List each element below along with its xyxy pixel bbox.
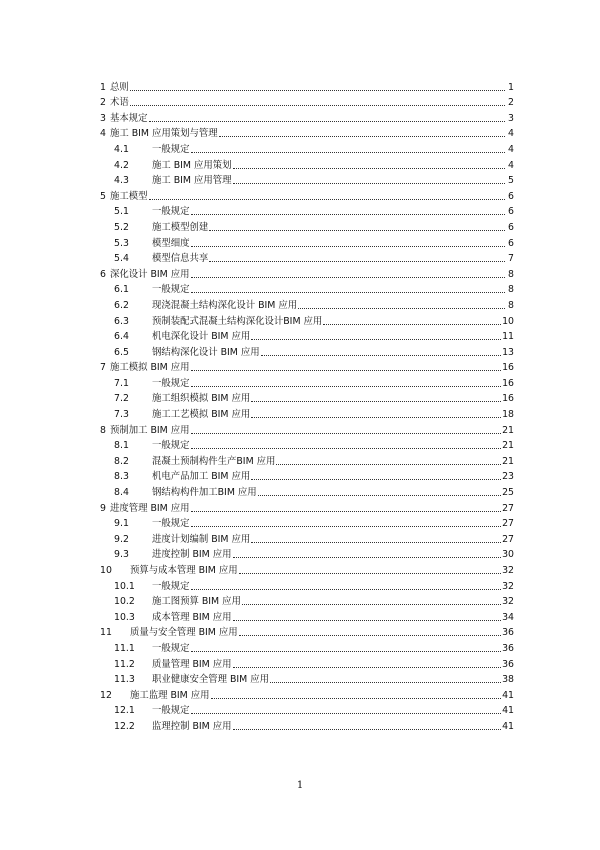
toc-entry-page: 8 [508, 268, 514, 280]
toc-leader-dots [191, 650, 502, 652]
toc-entry-title: 一般规定 [152, 642, 190, 654]
toc-entry-number: 6.4 [114, 331, 129, 343]
toc-entry-page: 34 [502, 611, 514, 623]
toc-entry-page: 4 [508, 159, 514, 171]
toc-entry-title: 基本规定 [110, 112, 148, 124]
toc-leader-dots [276, 463, 501, 465]
toc-subentry[interactable] [100, 467, 514, 483]
toc-entry-page: 41 [502, 720, 514, 732]
toc-leader-dots [270, 681, 501, 683]
toc-entry-page: 3 [508, 112, 514, 124]
toc-entry-number: 12 [100, 689, 112, 701]
toc-subentry[interactable] [100, 311, 514, 327]
toc-entry[interactable] [100, 93, 514, 109]
toc-entry-number: 5.3 [114, 237, 129, 249]
toc-entry-title: 一般规定 [152, 705, 190, 717]
toc-entry-page: 18 [502, 409, 514, 421]
toc-leader-dots [191, 369, 502, 371]
toc-entry-number: 8 [100, 424, 106, 436]
toc-entry-number: 2 [100, 97, 106, 109]
toc-leader-dots [191, 151, 505, 153]
toc-entry[interactable] [100, 124, 514, 140]
toc-leader-dots [149, 120, 505, 122]
toc-entry-number: 5.1 [114, 206, 129, 218]
toc-leader-dots [209, 260, 505, 262]
toc-entry-number: 8.2 [114, 455, 129, 467]
toc-entry-title: 施工 BIM 应用策划与管理 [110, 128, 218, 140]
toc-subentry[interactable] [100, 436, 514, 452]
toc-entry-number: 8.1 [114, 440, 129, 452]
toc-subentry[interactable] [100, 249, 514, 265]
toc-subentry[interactable] [100, 482, 514, 498]
toc-entry-title: 质量与安全管理 BIM 应用 [130, 627, 238, 639]
toc-entry-page: 23 [502, 471, 514, 483]
toc-entry-title: 施工模型创建 [152, 221, 209, 233]
toc-leader-dots [298, 307, 505, 309]
toc-entry-number: 6 [100, 268, 106, 280]
toc-subentry[interactable] [100, 202, 514, 218]
toc-entry-page: 21 [502, 440, 514, 452]
toc-entry-title: 一般规定 [152, 580, 190, 592]
toc-entry-title: 施工模型 [110, 190, 148, 202]
toc-entry-number: 4.2 [114, 159, 129, 171]
toc-leader-dots [130, 104, 505, 106]
toc-entry-title: 施工监理 BIM 应用 [130, 689, 210, 701]
toc-entry-page: 27 [502, 502, 514, 514]
toc-leader-dots [191, 712, 502, 714]
toc-subentry[interactable] [100, 217, 514, 233]
toc-entry-page: 4 [508, 143, 514, 155]
toc-entry-title: 进度计划编制 BIM 应用 [152, 533, 251, 545]
toc-entry-number: 4 [100, 128, 106, 140]
toc-entry-page: 21 [502, 455, 514, 467]
toc-entry-number: 11.1 [114, 642, 135, 654]
toc-entry-number: 10.2 [114, 596, 135, 608]
toc-entry[interactable] [100, 420, 514, 436]
toc-subentry[interactable] [100, 576, 514, 592]
toc-entry[interactable] [100, 108, 514, 124]
toc-entry-page: 8 [508, 299, 514, 311]
toc-entry-page: 41 [502, 689, 514, 701]
toc-entry-page: 7 [508, 253, 514, 265]
toc-leader-dots [209, 229, 505, 231]
toc-entry-title: 施工组织模拟 BIM 应用 [152, 393, 251, 405]
toc-entry-number: 5.2 [114, 221, 129, 233]
toc-entry-number: 9 [100, 502, 106, 514]
toc-leader-dots [191, 213, 505, 215]
toc-leader-dots [261, 354, 501, 356]
page-number: 1 [296, 780, 304, 791]
toc-entry-title: 一般规定 [152, 284, 190, 296]
toc-subentry[interactable] [100, 514, 514, 530]
toc-entry-title: 机电产品加工 BIM 应用 [152, 471, 251, 483]
toc-entry-page: 16 [502, 393, 514, 405]
toc-leader-dots [233, 167, 506, 169]
toc-entry-page: 16 [502, 377, 514, 389]
toc-entry-number: 6.5 [114, 346, 129, 358]
toc-subentry[interactable] [100, 654, 514, 670]
toc-entry[interactable] [100, 186, 514, 202]
toc-entry-number: 4.1 [114, 143, 129, 155]
toc-entry-number: 6.1 [114, 284, 129, 296]
toc-entry-page: 36 [502, 642, 514, 654]
toc-entry-number: 6.2 [114, 299, 129, 311]
toc-entry-number: 3 [100, 112, 106, 124]
toc-entry-number: 8.3 [114, 471, 129, 483]
toc-entry-title: 职业健康安全管理 BIM 应用 [152, 674, 269, 686]
toc-leader-dots [233, 666, 502, 668]
toc-entry-page: 32 [502, 596, 514, 608]
toc-entry-number: 1 [100, 81, 106, 93]
toc-entry-page: 16 [502, 362, 514, 374]
toc-leader-dots [233, 556, 502, 558]
toc-entry-page: 2 [508, 97, 514, 109]
toc-entry-title: 模型细度 [152, 237, 190, 249]
toc-entry-page: 6 [508, 237, 514, 249]
toc-leader-dots [191, 588, 502, 590]
toc-subentry[interactable] [100, 638, 514, 654]
toc-entry-page: 1 [508, 81, 514, 93]
toc-subentry[interactable] [100, 529, 514, 545]
toc-entry-page: 25 [502, 487, 514, 499]
toc-subentry[interactable] [100, 607, 514, 623]
toc-leader-dots [191, 510, 502, 512]
toc-subentry[interactable] [100, 171, 514, 187]
toc-entry-page: 27 [502, 533, 514, 545]
toc-entry-page: 4 [508, 128, 514, 140]
toc-leader-dots [258, 494, 501, 496]
toc-entry-number: 10.1 [114, 580, 135, 592]
toc-subentry[interactable] [100, 716, 514, 732]
toc-entry-title: 深化设计 BIM 应用 [110, 268, 190, 280]
toc-leader-dots [211, 697, 502, 699]
toc-leader-dots [251, 400, 501, 402]
toc-entry-number: 7.3 [114, 409, 129, 421]
toc-leader-dots [191, 245, 505, 247]
toc-entry[interactable] [100, 623, 514, 639]
toc-leader-dots [251, 338, 501, 340]
toc-entry-number: 7.1 [114, 377, 129, 389]
toc-entry-page: 30 [502, 549, 514, 561]
toc-entry-number: 5.4 [114, 253, 129, 265]
toc-entry-title: 一般规定 [152, 518, 190, 530]
toc-leader-dots [191, 432, 502, 434]
toc-entry-number: 10 [100, 565, 112, 576]
toc-leader-dots [251, 541, 501, 543]
toc-leader-dots [239, 634, 501, 636]
toc-leader-dots [149, 198, 505, 200]
toc-leader-dots [239, 572, 501, 574]
toc-entry-page: 21 [502, 424, 514, 436]
toc-subentry[interactable] [100, 389, 514, 405]
toc-entry[interactable] [100, 77, 514, 93]
toc-entry-number: 12.2 [114, 720, 135, 732]
toc-entry-number: 4.3 [114, 175, 129, 187]
toc-entry-page: 32 [502, 580, 514, 592]
toc-entry-page: 6 [508, 221, 514, 233]
toc-leader-dots [233, 619, 502, 621]
toc-entry-title: 质量管理 BIM 应用 [152, 658, 232, 670]
toc-entry-page: 36 [502, 627, 514, 639]
toc-entry-number: 10.3 [114, 611, 135, 623]
toc-subentry[interactable] [100, 451, 514, 467]
toc-entry-title: 进度控制 BIM 应用 [152, 549, 232, 561]
toc-leader-dots [251, 478, 501, 480]
toc-entry-title: 一般规定 [152, 143, 190, 155]
toc-entry-page: 13 [502, 346, 514, 358]
toc-entry-number: 8.4 [114, 487, 129, 499]
toc-subentry[interactable] [100, 233, 514, 249]
toc-entry[interactable] [100, 685, 514, 701]
toc-entry-number: 9.1 [114, 518, 129, 530]
toc-entry-title: 预制装配式混凝土结构深化设计BIM 应用 [152, 315, 323, 327]
toc-entry-title: 钢结构深化设计 BIM 应用 [152, 346, 260, 358]
table-of-contents [100, 77, 514, 732]
toc-subentry[interactable] [100, 404, 514, 420]
toc-entry-title: 施工工艺模拟 BIM 应用 [152, 409, 251, 421]
toc-leader-dots [191, 276, 506, 278]
toc-entry-number: 9.2 [114, 533, 129, 545]
toc-entry-title: 一般规定 [152, 206, 190, 218]
toc-entry-page: 27 [502, 518, 514, 530]
toc-entry-title: 施工图预算 BIM 应用 [152, 596, 241, 608]
toc-entry-number: 6.3 [114, 315, 129, 327]
toc-entry-title: 术语 [110, 97, 129, 109]
toc-entry-title: 钢结构构件加工BIM 应用 [152, 487, 257, 499]
toc-entry-page: 36 [502, 658, 514, 670]
toc-subentry[interactable] [100, 670, 514, 686]
toc-entry-number: 5 [100, 190, 106, 202]
toc-entry-title: 施工模拟 BIM 应用 [110, 362, 190, 374]
toc-subentry[interactable] [100, 592, 514, 608]
toc-subentry[interactable] [100, 295, 514, 311]
toc-leader-dots [323, 323, 501, 325]
toc-subentry[interactable] [100, 139, 514, 155]
toc-entry-title: 混凝土预制构件生产BIM 应用 [152, 455, 276, 467]
toc-entry-title: 机电深化设计 BIM 应用 [152, 331, 251, 343]
toc-entry-number: 12.1 [114, 705, 135, 717]
toc-entry-page: 6 [508, 190, 514, 202]
toc-entry-title: 预算与成本管理 BIM 应用 [130, 565, 238, 576]
toc-entry-page: 8 [508, 284, 514, 296]
toc-entry-number: 11 [100, 627, 112, 639]
toc-leader-dots [233, 182, 506, 184]
toc-entry-number: 9.3 [114, 549, 129, 561]
toc-leader-dots [191, 447, 502, 449]
toc-entry[interactable] [100, 358, 514, 374]
toc-entry-page: 32 [502, 565, 514, 576]
toc-leader-dots [242, 603, 501, 605]
toc-subentry[interactable] [100, 327, 514, 343]
toc-entry-title: 一般规定 [152, 377, 190, 389]
toc-entry-title: 施工 BIM 应用策划 [152, 159, 232, 171]
toc-entry-title: 施工 BIM 应用管理 [152, 175, 232, 187]
toc-entry[interactable] [100, 560, 514, 576]
toc-leader-dots [219, 135, 505, 137]
toc-leader-dots [130, 89, 505, 91]
toc-subentry[interactable] [100, 373, 514, 389]
toc-entry-title: 总则 [110, 81, 129, 93]
toc-leader-dots [191, 385, 502, 387]
toc-subentry[interactable] [100, 701, 514, 717]
toc-leader-dots [191, 525, 502, 527]
toc-entry-page: 6 [508, 206, 514, 218]
toc-subentry[interactable] [100, 280, 514, 296]
toc-subentry[interactable] [100, 545, 514, 561]
toc-entry-title: 模型信息共享 [152, 253, 209, 265]
toc-entry-number: 11.3 [114, 674, 135, 686]
toc-leader-dots [191, 291, 505, 293]
toc-subentry[interactable] [100, 342, 514, 358]
toc-entry-title: 预制加工 BIM 应用 [110, 424, 190, 436]
toc-entry-number: 11.2 [114, 658, 135, 670]
toc-entry-number: 7.2 [114, 393, 129, 405]
toc-leader-dots [251, 416, 501, 418]
toc-entry-title: 成本管理 BIM 应用 [152, 611, 232, 623]
toc-entry-page: 10 [502, 315, 514, 327]
toc-leader-dots [233, 728, 502, 730]
toc-entry-title: 现浇混凝土结构深化设计 BIM 应用 [152, 299, 298, 311]
toc-entry-page: 5 [508, 175, 514, 187]
toc-entry-title: 监理控制 BIM 应用 [152, 720, 232, 732]
toc-entry-title: 进度管理 BIM 应用 [110, 502, 190, 514]
toc-entry-page: 38 [502, 674, 514, 686]
toc-entry-number: 7 [100, 362, 106, 374]
toc-entry-page: 41 [502, 705, 514, 717]
toc-subentry[interactable] [100, 155, 514, 171]
toc-entry[interactable] [100, 264, 514, 280]
toc-entry[interactable] [100, 498, 514, 514]
toc-entry-title: 一般规定 [152, 440, 190, 452]
toc-entry-page: 11 [502, 331, 514, 343]
